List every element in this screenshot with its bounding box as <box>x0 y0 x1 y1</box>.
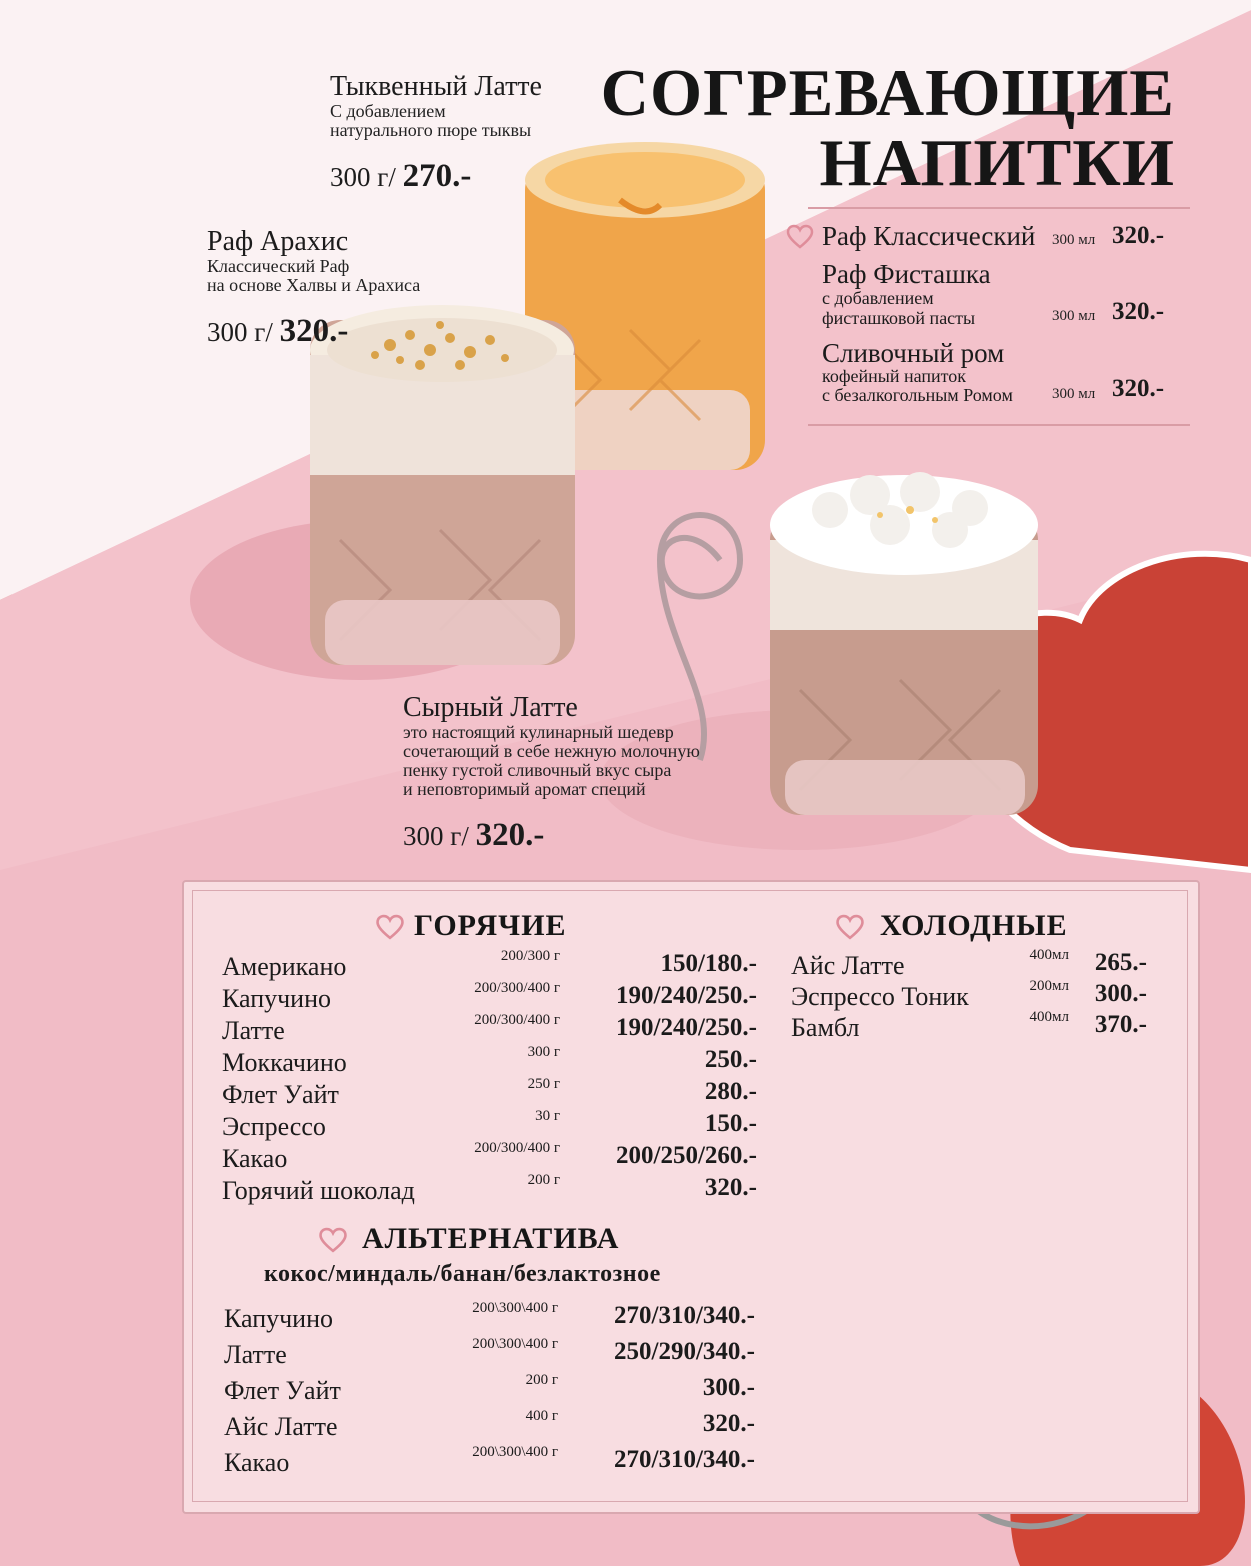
pumpkin-latte-price-line <box>330 158 542 195</box>
cheese-latte-photo <box>760 470 1050 820</box>
raf-peanut-desc-2: на основе Халвы и Арахиса <box>207 275 421 295</box>
hot-row <box>222 1044 757 1080</box>
alt-item-volume: 400 г <box>525 1408 558 1424</box>
alt-row <box>224 1300 755 1336</box>
alt-item-volume: 200\300\400 г <box>472 1300 558 1316</box>
raf-pistachio-price: 320.- <box>1112 298 1165 325</box>
hot-item-volume: 30 г <box>535 1108 560 1124</box>
alt-subheading: кокос/миндаль/банан/безлактозное <box>264 1261 661 1287</box>
heart-icon <box>786 224 814 250</box>
raf-divider <box>808 424 1190 426</box>
alt-row <box>224 1372 755 1408</box>
cheese-latte-desc-2: сочетающий в себе нежную молочную <box>403 741 700 761</box>
hot-item-price: 190/240/250.- <box>616 982 757 1009</box>
raf-pistachio-name: Раф Фисташка <box>822 259 991 289</box>
raf-peanut-volume: 300 г/ <box>207 317 273 347</box>
page-title <box>560 58 1175 198</box>
hot-item-name: Какао <box>222 1144 288 1173</box>
raf-peanut-name: Раф Арахис <box>207 226 349 257</box>
creamy-rum-desc-1: кофейный напиток <box>822 366 966 386</box>
drinks-photo <box>300 140 780 700</box>
alt-item-volume: 200\300\400 г <box>472 1444 558 1460</box>
hot-row <box>222 1140 757 1176</box>
creamy-rum-name: Сливочный ром <box>822 338 1005 368</box>
hot-item-price: 150/180.- <box>660 950 757 977</box>
cold-item-price: 370.- <box>1094 1011 1147 1038</box>
alt-item-name: Какао <box>224 1448 290 1477</box>
hot-row <box>222 1076 757 1112</box>
hot-item-volume: 200/300/400 г <box>474 1140 560 1156</box>
pumpkin-latte-desc-1: С добавлением <box>330 101 446 121</box>
hot-item-name: Латте <box>222 1016 285 1045</box>
alt-row <box>224 1408 755 1444</box>
cold-row <box>791 978 1147 1014</box>
raf-peanut-desc-1: Классический Раф <box>207 256 350 276</box>
alt-item-volume: 200\300\400 г <box>472 1336 558 1352</box>
hot-item-price: 150.- <box>704 1110 757 1137</box>
cold-item-volume: 400мл <box>1029 947 1069 963</box>
heart-icon <box>375 914 405 941</box>
cold-row <box>791 1009 1147 1045</box>
hot-item-volume: 200/300/400 г <box>474 1012 560 1028</box>
hot-item-name: Моккачино <box>222 1048 347 1077</box>
pumpkin-latte-name: Тыквенный Латте <box>330 71 542 102</box>
heart-icon <box>318 1227 348 1254</box>
hot-item-volume: 200 г <box>527 1172 560 1188</box>
alt-item-name: Капучино <box>224 1304 334 1333</box>
alt-row <box>224 1336 755 1372</box>
alt-item-price: 300.- <box>702 1374 755 1401</box>
raf-peanut-block <box>207 227 420 350</box>
pumpkin-latte-volume: 300 г/ <box>330 162 396 192</box>
alt-item-name: Флет Уайт <box>224 1376 341 1405</box>
hot-item-volume: 250 г <box>527 1076 560 1092</box>
alt-item-name: Айс Латте <box>224 1412 338 1441</box>
hot-item-name: Флет Уайт <box>222 1080 339 1109</box>
raf-peanut-price-line <box>207 313 420 350</box>
cold-item-name: Бамбл <box>791 1013 860 1042</box>
hot-item-name: Горячий шоколад <box>222 1176 415 1205</box>
creamy-rum-volume: 300 мл <box>1052 386 1096 402</box>
alt-item-name: Латте <box>224 1340 287 1369</box>
creamy-rum-desc-2: с безалкогольным Ромом <box>822 385 1013 405</box>
hot-item-volume: 200/300/400 г <box>474 980 560 996</box>
hot-heading: ГОРЯЧИЕ <box>414 909 567 942</box>
raf-pistachio-desc-2: фисташковой пасты <box>822 308 976 328</box>
pumpkin-latte-price: 270.- <box>402 158 472 194</box>
raf-peanut-price: 320.- <box>279 313 349 349</box>
cold-item-name: Айс Латте <box>791 951 905 980</box>
cold-heading: ХОЛОДНЫЕ <box>880 909 1068 942</box>
heart-icon <box>835 914 865 941</box>
alt-item-price: 320.- <box>702 1410 755 1437</box>
hot-item-name: Капучино <box>222 984 332 1013</box>
hot-item-price: 250.- <box>704 1046 757 1073</box>
cheese-latte-price-line <box>403 817 700 854</box>
creamy-rum-price: 320.- <box>1112 375 1165 402</box>
alt-item-price: 270/310/340.- <box>614 1446 755 1473</box>
cheese-latte-desc-1: это настоящий кулинарный шедевр <box>403 722 674 742</box>
pumpkin-latte-block <box>330 72 542 195</box>
alt-item-price: 270/310/340.- <box>614 1302 755 1329</box>
cheese-latte-volume: 300 г/ <box>403 821 469 851</box>
hot-item-price: 190/240/250.- <box>616 1014 757 1041</box>
raf-classic-price: 320.- <box>1112 222 1165 249</box>
cold-item-volume: 400мл <box>1029 1009 1069 1025</box>
cold-item-price: 300.- <box>1094 980 1147 1007</box>
alt-item-volume: 200 г <box>525 1372 558 1388</box>
title-divider <box>808 207 1190 209</box>
cheese-latte-block <box>403 693 700 854</box>
cheese-latte-name: Сырный Латте <box>403 692 578 723</box>
hot-row <box>222 1012 757 1048</box>
title-line-1: СОГРЕВАЮЩИЕ <box>600 56 1175 130</box>
hot-row <box>222 1172 757 1208</box>
hot-item-price: 280.- <box>704 1078 757 1105</box>
cold-item-volume: 200мл <box>1029 978 1069 994</box>
raf-classic-volume: 300 мл <box>1052 232 1096 248</box>
cold-row <box>791 947 1147 983</box>
pumpkin-latte-desc-2: натурального пюре тыквы <box>330 120 532 140</box>
cold-item-price: 265.- <box>1094 949 1147 976</box>
hot-item-name: Американо <box>222 952 347 981</box>
cold-item-name: Эспрессо Тоник <box>791 982 969 1011</box>
alt-row <box>224 1444 755 1480</box>
alt-heading: АЛЬТЕРНАТИВА <box>362 1222 620 1255</box>
hot-item-volume: 300 г <box>527 1044 560 1060</box>
cheese-latte-desc-3: пенку густой сливочный вкус сыра <box>403 760 672 780</box>
alt-item-price: 250/290/340.- <box>614 1338 755 1365</box>
raf-classic-name: Раф Классический <box>822 221 1036 251</box>
hot-item-volume: 200/300 г <box>500 948 560 964</box>
title-line-2: НАПИТКИ <box>819 126 1175 200</box>
hot-item-price: 200/250/260.- <box>616 1142 757 1169</box>
raf-pistachio-volume: 300 мл <box>1052 308 1096 324</box>
cheese-latte-price: 320.- <box>475 817 545 853</box>
cheese-latte-desc-4: и неповторимый аромат специй <box>403 779 646 799</box>
hot-item-name: Эспрессо <box>222 1112 326 1141</box>
hot-item-price: 320.- <box>704 1174 757 1201</box>
raf-pistachio-desc-1: с добавлением <box>822 288 934 308</box>
